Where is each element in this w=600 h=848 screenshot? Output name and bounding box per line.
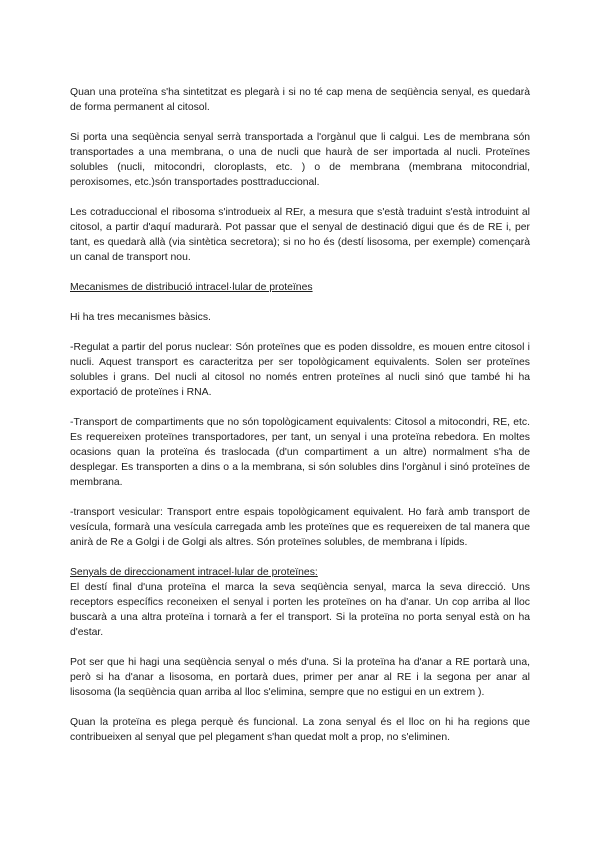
paragraph-intro-plegament: Quan una proteïna s'ha sintetitzat es plegarà i si no té cap mena de seqüència senyal, es quedarà de forma permanent al citosol. xyxy=(70,87,530,113)
paragraph-porus-nuclear: -Regulat a partir del porus nuclear: Són proteïnes que es poden dissoldre, es mouen entre citosol i nucli. Aquest transport es caracteritza per ser topològicament equivalents. Solen ser proteïnes solubles i grans. Del nucli al citosol no només entren proteïnes al nucli sinó que també hi ha exportació de proteïnes i RNA. xyxy=(70,342,530,398)
paragraph-sequencies-multiples: Pot ser que hi hagi una seqüència senyal o més d'una. Si la proteïna ha d'anar a RE portarà una, però si ha d'anar a lisosoma, en portarà dues, primer per anar al RE i la segona per anar al lisosoma (la seqüència quan arriba al lloc s'elimina, sempre que no estigui en un extrem ). xyxy=(70,657,530,698)
paragraph-desti-final: El destí final d'una proteïna el marca la seva seqüència senyal, marca la seva direcció. Uns receptors específics reconeixen el senyal i porten les proteïnes on ha d'anar. Un cop arriba al lloc buscarà a una altra proteïna i tornarà a fer el transport. Si la proteïna no porta senyal està on ha d'estar. xyxy=(70,582,530,638)
paragraph-sequencia-senyal: Si porta una seqüència senyal serrà transportada a l'orgànul que li calgui. Les de membrana són transportades a una membrana, o una de nucli que haurà de ser importada al nucli. Proteïnes solubles (nucli, mitocondri, cloroplasts, etc. ) o de membrana (membrana mitocondrial, peroxisomes, etc.)són transportades posttraduccional. xyxy=(70,132,530,188)
section-heading-mecanismes: Mecanismes de distribució intracel·lular de proteïnes xyxy=(70,282,313,293)
section-heading-senyals: Senyals de direccionament intracel·lular de proteïnes: xyxy=(70,567,318,578)
paragraph-transport-compartiments: -Transport de compartiments que no són topològicament equivalents: Citosol a mitocondri, RE, etc. Es requereixen proteïnes transportadores, per tant, un senyal i una proteïna rebedora. En moltes ocasions quan la proteïna és traslocada (d'un compartiment a un altre) normalment s'ha de desplegar. Es transporten a dins o a la membrana, si són solubles dins l'orgànul i sinó proteïnes de membrana. xyxy=(70,417,530,488)
paragraph-transport-vesicular: -transport vesicular: Transport entre espais topològicament equivalent. Ho farà amb transport de vesícula, formarà una vesícula carregada amb les proteïnes que es requereixen de tal manera que anirà de Re a Golgi i de Golgi als altres. Són proteïnes solubles, de membrana i lípids. xyxy=(70,507,530,548)
paragraph-cotraduccional: Les cotraduccional el ribosoma s'introdueix al REr, a mesura que s'està traduint s'està introduint al citosol, a partir d'aquí madurarà. Pot passar que el senyal de destinació digui que és de RE i, per tant, es quedarà allà (via sintètica secretora); si no ho és (destí lisosoma, per exemple) començarà un canal de transport nou. xyxy=(70,207,530,263)
paragraph-tres-mecanismes: Hi ha tres mecanismes bàsics. xyxy=(70,312,211,323)
paragraph-plegament-funcional: Quan la proteïna es plega perquè és funcional. La zona senyal és el lloc on hi ha regions que contribueixen al senyal que pel plegament s'han quedat molt a prop, no s'eliminen. xyxy=(70,717,530,743)
